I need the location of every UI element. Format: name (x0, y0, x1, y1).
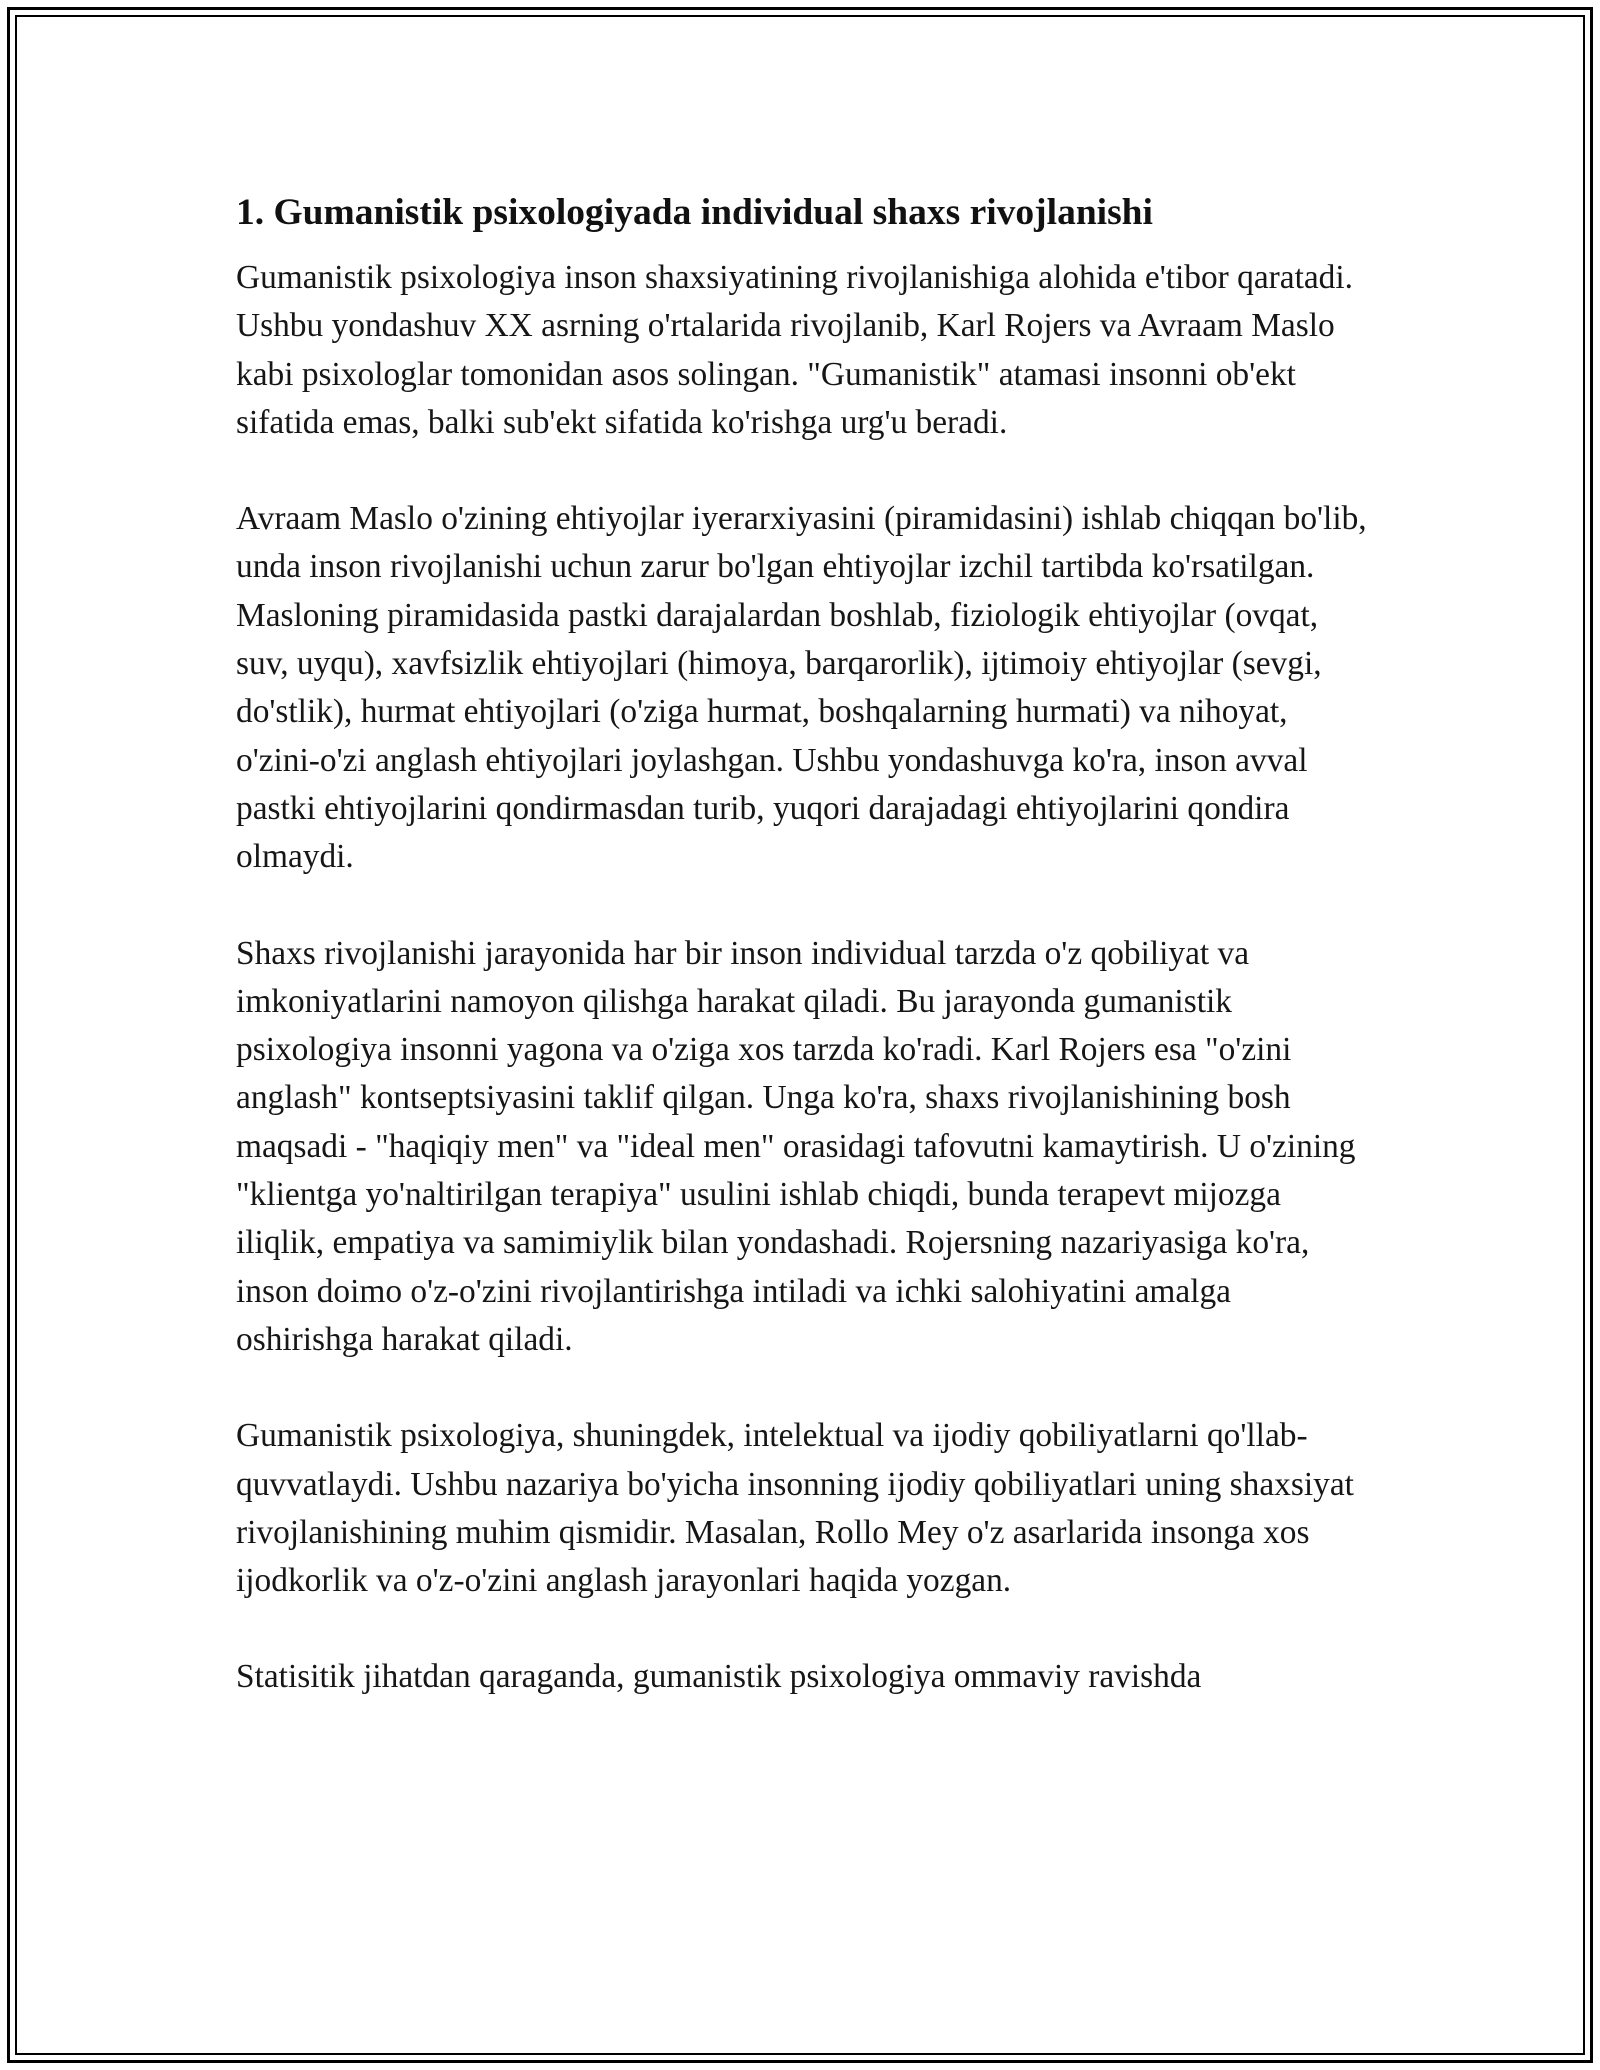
paragraph-maslow: Avraam Maslo o'zining ehtiyojlar iyerarxiyasini (piramidasini) ishlab chiqqan bo'lib, unda inson rivojlanishi uchun zarur bo'lgan ehtiyojlar izchil tartibda ko'rsatilgan. Masloning piramidasida pastki darajalardan boshlab, fiziologik ehtiyojlar (ovqat, suv, uyqu), xavfsizlik ehtiyojlari (himoya, barqarorlik), ijtimoiy ehtiyojlar (sevgi, do'stlik), hurmat ehtiyojlari (o'ziga hurmat, boshqalarning hurmati) va nihoyat, o'zini-o'zi anglash ehtiyojlari joylashgan. Ushbu yondashuvga ko'ra, inson avval pastki ehtiyojlarini qondirmasdan turib, yuqori darajadagi ehtiyojlarini qondira olmaydi. (236, 500, 1367, 876)
paragraph-creativity: Gumanistik psixologiya, shuningdek, intelektual va ijodiy qobiliyatlarni qo'llab-quvvatlaydi. Ushbu nazariya bo'yicha insonning ijodiy qobiliyatlari uning shaxsiyat rivojlanishining muhim qismidir. Masalan, Rollo Mey o'z asarlarida insonga xos ijodkorlik va o'z-o'zini anglash jarayonlari haqida yozgan. (236, 1417, 1354, 1600)
paragraph-rogers: Shaxs rivojlanishi jarayonida har bir inson individual tarzda o'z qobiliyat va imkoniyatlarini namoyon qilishga harakat qiladi. Bu jarayonda gumanistik psixologiya insonni yagona va o'ziga xos tarzda ko'radi. Karl Rojers esa "o'zini anglash" kontseptsiyasini taklif qilgan. Unga ko'ra, shaxs rivojlanishining bosh maqsadi - "haqiqiy men" va "ideal men" orasidagi tafovutni kamaytirish. U o'zining "klientga yo'naltirilgan terapiya" usulini ishlab chiqdi, bunda terapevt mijozga iliqlik, empatiya va samimiylik bilan yondashadi. Rojersning nazariyasiga ko'ra, inson doimo o'z-o'zini rivojlantirishga intiladi va ichki salohiyatini amalga oshirishga harakat qiladi. (236, 934, 1356, 1358)
document-body (236, 188, 1376, 1750)
section-title: 1. Gumanistik psixologiyada individual shaxs rivojlanishi (236, 192, 1153, 233)
paragraph-intro: Gumanistik psixologiya inson shaxsiyatining rivojlanishiga alohida e'tibor qaratadi. Ushbu yondashuv XX asrning o'rtalarida rivojlanib, Karl Rojers va Avraam Maslo kabi psixologlar tomonidan asos solingan. "Gumanistik" atamasi insonni ob'ekt sifatida emas, balki sub'ekt sifatida ko'rishga urg'u beradi. (236, 259, 1354, 441)
paragraph-statistics: Statisitik jihatdan qaraganda, gumanistik psixologiya ommaviy ravishda (236, 1658, 1202, 1696)
